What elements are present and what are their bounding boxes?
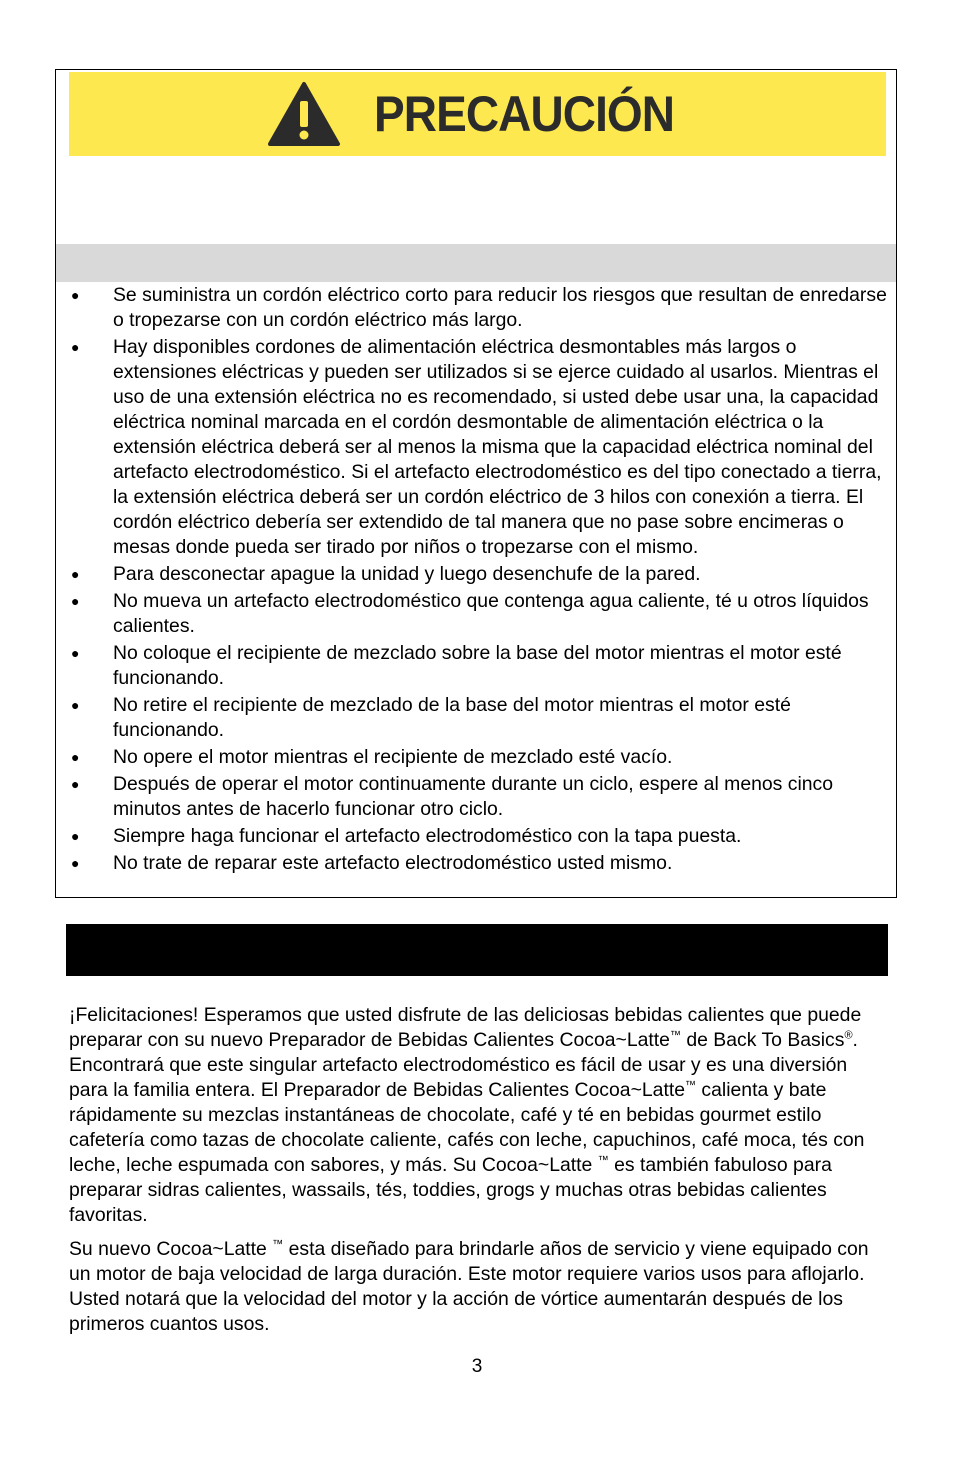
bullet-icon: ● <box>71 645 80 661</box>
list-item: ● Después de operar el motor continuamente durante un ciclo, espere al menos cinco minutos antes de hacerlo funcionar otro ciclo. <box>71 773 834 820</box>
bullet-icon: ● <box>71 593 80 609</box>
list-item: ● Se suministra un cordón eléctrico corto para reducir los riesgos que resultan de enredarse o tropezarse con un cordón eléctrico más largo. <box>71 284 887 331</box>
bullet-icon: ● <box>71 828 80 844</box>
bullet-icon: ● <box>71 776 80 792</box>
intro-paragraph: ¡Felicitaciones! Esperamos que usted disfrute de las deliciosas bebidas calientes que puede preparar con su nuevo Preparador de Bebidas Calientes Cocoa~Latte™ de Back To Basics®. Encontrará que este singular artefacto electrodoméstico es fácil de usar y es una diversión para la familia entera. El Preparador de Bebidas Calientes Cocoa~Latte™ calienta y bate rápidamente su mezclas instantáneas de chocolate, café y té en bebidas gourmet estilo cafetería como tazas de chocolate caliente, cafés con leche, capuchinos, café moca, tés con leche, leche espumada con sabores, y más. Su Cocoa~Latte ™ es también fabuloso para preparar sidras calientes, wassails, tés, toddies, grogs y muchas otras bebidas calientes favoritas. <box>69 1004 865 1226</box>
intro-text <box>69 1003 869 1346</box>
list-item: ● No coloque el recipiente de mezclado sobre la base del motor mientras el motor esté funcionando. <box>71 642 842 689</box>
warning-triangle-icon <box>267 81 341 147</box>
warning-list <box>56 283 896 878</box>
bullet-icon: ● <box>71 339 80 355</box>
list-item: ● Hay disponibles cordones de alimentación eléctrica desmontables más largos o extensiones eléctricas y pueden ser utilizados si se ejerce cuidado al usarlos. Mientras el uso de una extensión eléctrica no es recomendado, si usted debe usar una, la capacidad eléctrica nominal marcada en el cordón desmontable de alimentación eléctrica o la extensión eléctrica deberá ser al menos la misma que la capacidad eléctrica nominal del artefacto electrodoméstico. Si el artefacto electrodoméstico es del tipo conectado a tierra, la extensión eléctrica deberá ser un cordón eléctrico de 3 hilos con conexión a tierra. El cordón eléctrico debería ser extendido de tal manera que no pase sobre encimeras o mesas donde pueda ser tirado por niños o tropezarse con el mismo. <box>71 336 882 558</box>
caution-title: PRECAUCIÓN <box>374 86 675 142</box>
bullet-icon: ● <box>71 287 80 303</box>
page-number: 3 <box>471 1356 483 1377</box>
bullet-icon: ● <box>71 566 80 582</box>
list-item: ● No retire el recipiente de mezclado de la base del motor mientras el motor esté funcionando. <box>71 694 791 741</box>
list-item: ● Para desconectar apague la unidad y luego desenchufe de la pared. <box>71 563 701 585</box>
bullet-icon: ● <box>71 697 80 713</box>
gray-divider <box>56 244 896 282</box>
trademark-symbol: ™ <box>669 1029 681 1042</box>
section-header-bar <box>66 924 888 976</box>
list-item: ● Siempre haga funcionar el artefacto electrodoméstico con la tapa puesta. <box>71 825 742 847</box>
list-item: ● No mueva un artefacto electrodoméstico que contenga agua caliente, té u otros líquidos calientes. <box>71 590 869 637</box>
trademark-symbol: ™ <box>685 1079 697 1092</box>
registered-symbol: ® <box>844 1029 853 1042</box>
list-item: ● No trate de reparar este artefacto electrodoméstico usted mismo. <box>71 852 673 874</box>
bullet-icon: ● <box>71 749 80 765</box>
trademark-symbol: ™ <box>272 1238 284 1251</box>
intro-paragraph: Su nuevo Cocoa~Latte ™ esta diseñado para brindarle años de servicio y viene equipado con un motor de baja velocidad de larga duración. Este motor requiere varios usos para aflojarlo. Usted notará que la velocidad del motor y la acción de vórtice aumentarán después de los primeros cuantos usos. <box>69 1238 869 1335</box>
warning-box <box>55 69 897 898</box>
bullet-icon: ● <box>71 855 80 871</box>
trademark-symbol: ™ <box>597 1154 609 1167</box>
caution-banner <box>69 72 886 156</box>
list-item: ● No opere el motor mientras el recipiente de mezclado esté vacío. <box>71 746 673 768</box>
